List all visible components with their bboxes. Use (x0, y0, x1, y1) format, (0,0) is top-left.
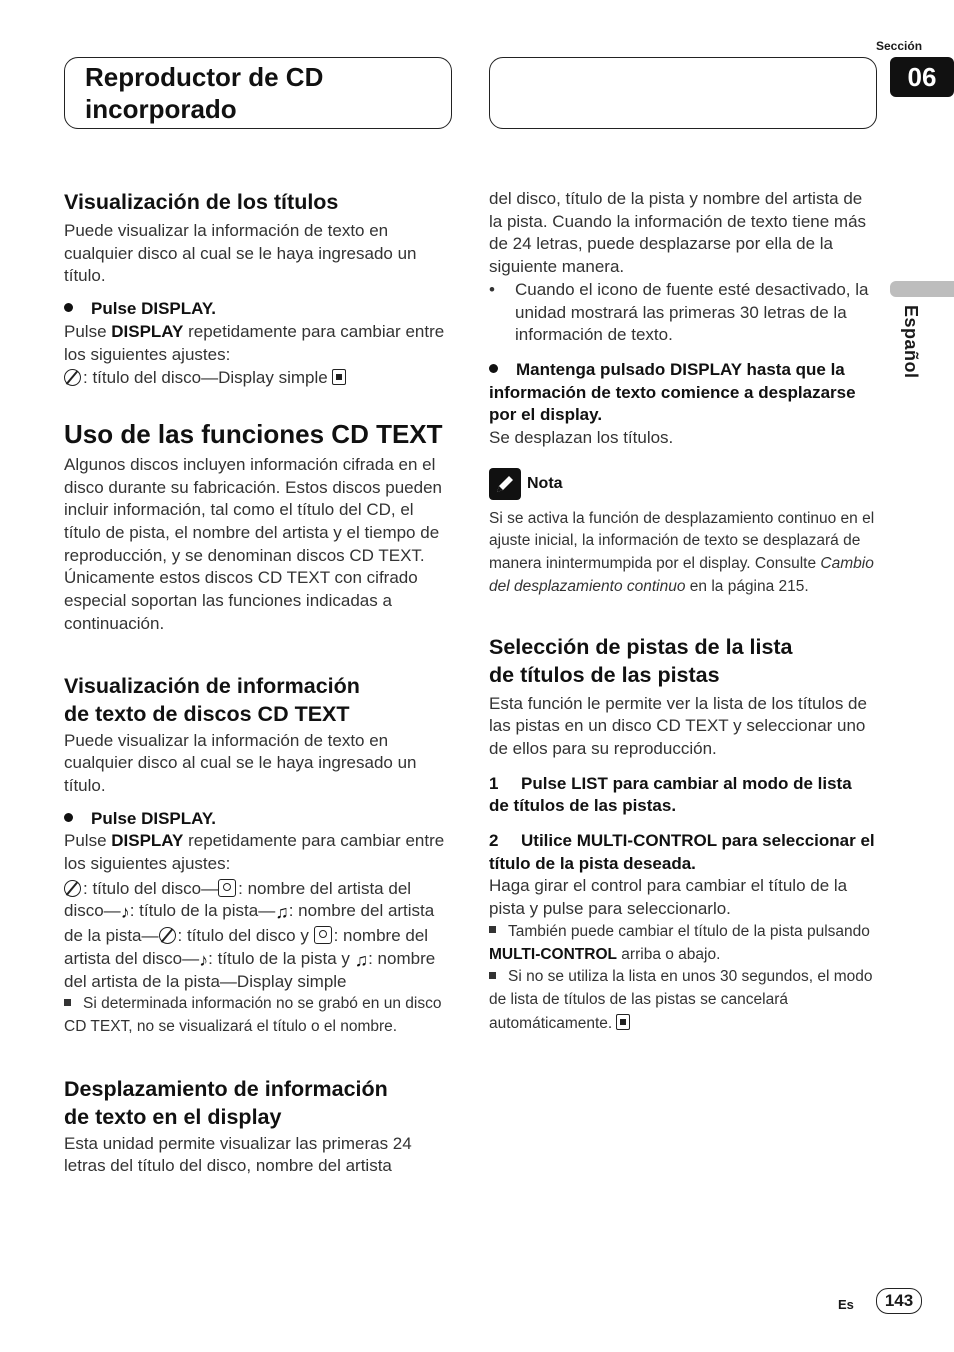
step2-body-pre: Pulse (64, 831, 112, 851)
heading-scroll (64, 1075, 450, 1131)
heading-line2: de texto en el display (64, 1104, 282, 1129)
seq-text-3: : título de la pista— (129, 901, 276, 921)
bullet-dot (64, 303, 73, 312)
seq-text-5: : título del disco y (177, 926, 314, 946)
seq-text-2: : nombre del artista del disco— (64, 878, 412, 921)
paragraph-scroll: Esta unidad permite visualizar las primeras 24 letras del título del disco, nombre del artista (64, 1133, 412, 1176)
paragraph-cd-text: Algunos discos incluyen información cifrada en el disco durante su fabricación. Estos discos pueden incluir información, tal como el título del CD, el título de pista, el nombre del artista y el tiempo de reproducción, y se denominan discos CD TEXT. Únicamente estos discos CD TEXT con cifrado especial soportan las funciones indicadas a continuación. (64, 454, 443, 633)
note-timeout (489, 966, 875, 1035)
square-bullet (64, 999, 71, 1006)
heading-line2: de texto de discos CD TEXT (64, 701, 350, 726)
square-bullet (489, 926, 496, 933)
note-text-post: arriba o abajo. (617, 945, 721, 963)
paragraph-scroll-cont: del disco, título de la pista y nombre del artista de la pista. Cuando la información de texto tiene más de 24 letras, puede desplazarse por ella de la siguiente manera. (489, 189, 867, 277)
step1-body-pre: Pulse (64, 321, 112, 341)
heading-cd-text-display (64, 672, 450, 728)
step-text: Pulse DISPLAY. (91, 808, 217, 828)
language-tab (890, 281, 954, 297)
paragraph-cd-text-display: Puede visualizar la información de texto en cualquier disco al cual se le haya ingresado un título. (64, 730, 417, 795)
page-number-badge: 143 (876, 1288, 922, 1314)
track-artist-icon: ♫ (275, 902, 289, 923)
step-text: Utilice MULTI-CONTROL para seleccionar el título de la pista deseada. (489, 831, 875, 873)
step1-body-post: repetidamente para cambiar entre los siguientes ajustes: (64, 321, 445, 364)
end-mark-icon (616, 1014, 630, 1030)
language-label: Español (901, 305, 921, 379)
section-number-badge: 06 (890, 57, 954, 97)
note-block (489, 468, 875, 599)
step-hold-display (489, 359, 875, 427)
seq-text-6: : nombre del artista del disco— (64, 926, 429, 968)
right-column (489, 188, 875, 1035)
chapter-title-line1: Reproductor de CD (85, 62, 324, 92)
track-title-icon: ♪ (199, 949, 209, 970)
end-mark-icon (332, 369, 346, 385)
note-text-post: en la página 215. (685, 577, 809, 595)
step1-setting-text: : título del disco—Display simple (83, 368, 328, 388)
heading-line1: Visualización de información (64, 673, 360, 698)
note-link-italic: Cambio del desplazamiento continuo (489, 555, 874, 595)
paragraph-title-display: Puede visualizar la información de texto en cualquier disco al cual se le haya ingresado un título. (64, 221, 417, 286)
bullet-font-icon (489, 279, 875, 347)
step1-setting (64, 366, 450, 390)
heading-cd-text: Uso de las funciones CD TEXT (64, 418, 443, 449)
heading-line1: Desplazamiento de información (64, 1076, 388, 1101)
numbered-step-2 (489, 830, 875, 875)
multi-control-label: MULTI-CONTROL (489, 945, 617, 963)
step-number: 1 (489, 773, 499, 793)
left-column (64, 188, 450, 1178)
note-text (489, 508, 875, 599)
note-not-recorded (64, 993, 450, 1038)
note-text: Si no se utiliza la lista en unos 30 segundos, el modo de lista de títulos de las pistas se cancelará automáticamente. (489, 968, 873, 1032)
heading-line1: Selección de pistas de la lista (489, 634, 793, 659)
note-text-pre: También puede cambiar el título de la pista pulsando (508, 922, 870, 940)
step1-body (64, 321, 450, 366)
disc-title-icon (159, 927, 176, 944)
display-sequence (64, 876, 450, 994)
step-number: 2 (489, 831, 499, 851)
pencil-icon (489, 468, 521, 500)
track-artist-icon: ♫ (354, 949, 369, 970)
note-text-pre: Si se activa la función de desplazamiento continuo en el ajuste inicial, la información de texto se desplazará de manera inintermumpida por el display. Consulte (489, 509, 875, 573)
seq-text-7: : título de la pista y (208, 948, 355, 968)
note-text: Si determinada información no se grabó en un disco CD TEXT, no se visualizará el título o el nombre. (64, 995, 442, 1035)
seq-text-1: : título del disco— (83, 878, 219, 898)
section-label: Sección (876, 39, 923, 53)
seq-text-8: : nombre del artista de la pista—Display simple (64, 948, 436, 991)
seq-text-4: : nombre del artista de la pista— (64, 901, 435, 946)
display-key-label: DISPLAY (111, 321, 184, 341)
track-title-icon: ♪ (120, 902, 130, 923)
step2-body: Haga girar el control para cambiar el título de la pista y pulse para seleccionarlo. (489, 876, 848, 919)
bullet-mark: • (489, 279, 495, 299)
square-bullet (489, 972, 496, 979)
disc-title-icon (64, 369, 81, 386)
step2-body (64, 830, 450, 875)
step-text: Mantenga pulsado DISPLAY hasta que la información de texto comience a desplazarse por el display. (489, 359, 856, 425)
heading-track-list (489, 633, 875, 689)
header-empty-box (489, 57, 877, 129)
bullet-dot (64, 813, 73, 822)
step-text: Pulse LIST para cambiar al modo de lista de títulos de las pistas. (489, 773, 852, 816)
disc-title-icon (64, 880, 81, 897)
note-header (489, 468, 875, 500)
note-multi-control (489, 921, 875, 966)
numbered-step-1 (489, 773, 875, 818)
note-label: Nota (527, 474, 563, 492)
bullet-text: Cuando el icono de fuente esté desactivado, la unidad mostrará las primeras 30 letras de la información de texto. (515, 279, 869, 345)
chapter-title-line2: incorporado (85, 94, 237, 124)
step2-body-post: repetidamente para cambiar entre los siguientes ajustes: (64, 831, 445, 874)
step-text: Pulse DISPLAY. (91, 299, 217, 319)
display-key-label: DISPLAY (111, 831, 184, 851)
step-hold-body: Se desplazan los títulos. (489, 428, 674, 448)
chapter-title (85, 61, 323, 125)
disc-artist-icon (218, 879, 236, 897)
paragraph-track-list: Esta función le permite ver la lista de los títulos de las pistas en un disco CD TEXT y seleccionar uno de ellos para su reproducción. (489, 693, 867, 758)
step-press-display-1 (64, 298, 450, 321)
footer-lang-code: Es (838, 1297, 854, 1312)
heading-title-display: Visualización de los títulos (64, 190, 339, 214)
disc-artist-icon (314, 926, 332, 944)
step-press-display-2 (64, 808, 450, 831)
bullet-dot (489, 364, 498, 373)
chapter-title-box (64, 57, 452, 129)
heading-line2: de títulos de las pistas (489, 662, 720, 687)
